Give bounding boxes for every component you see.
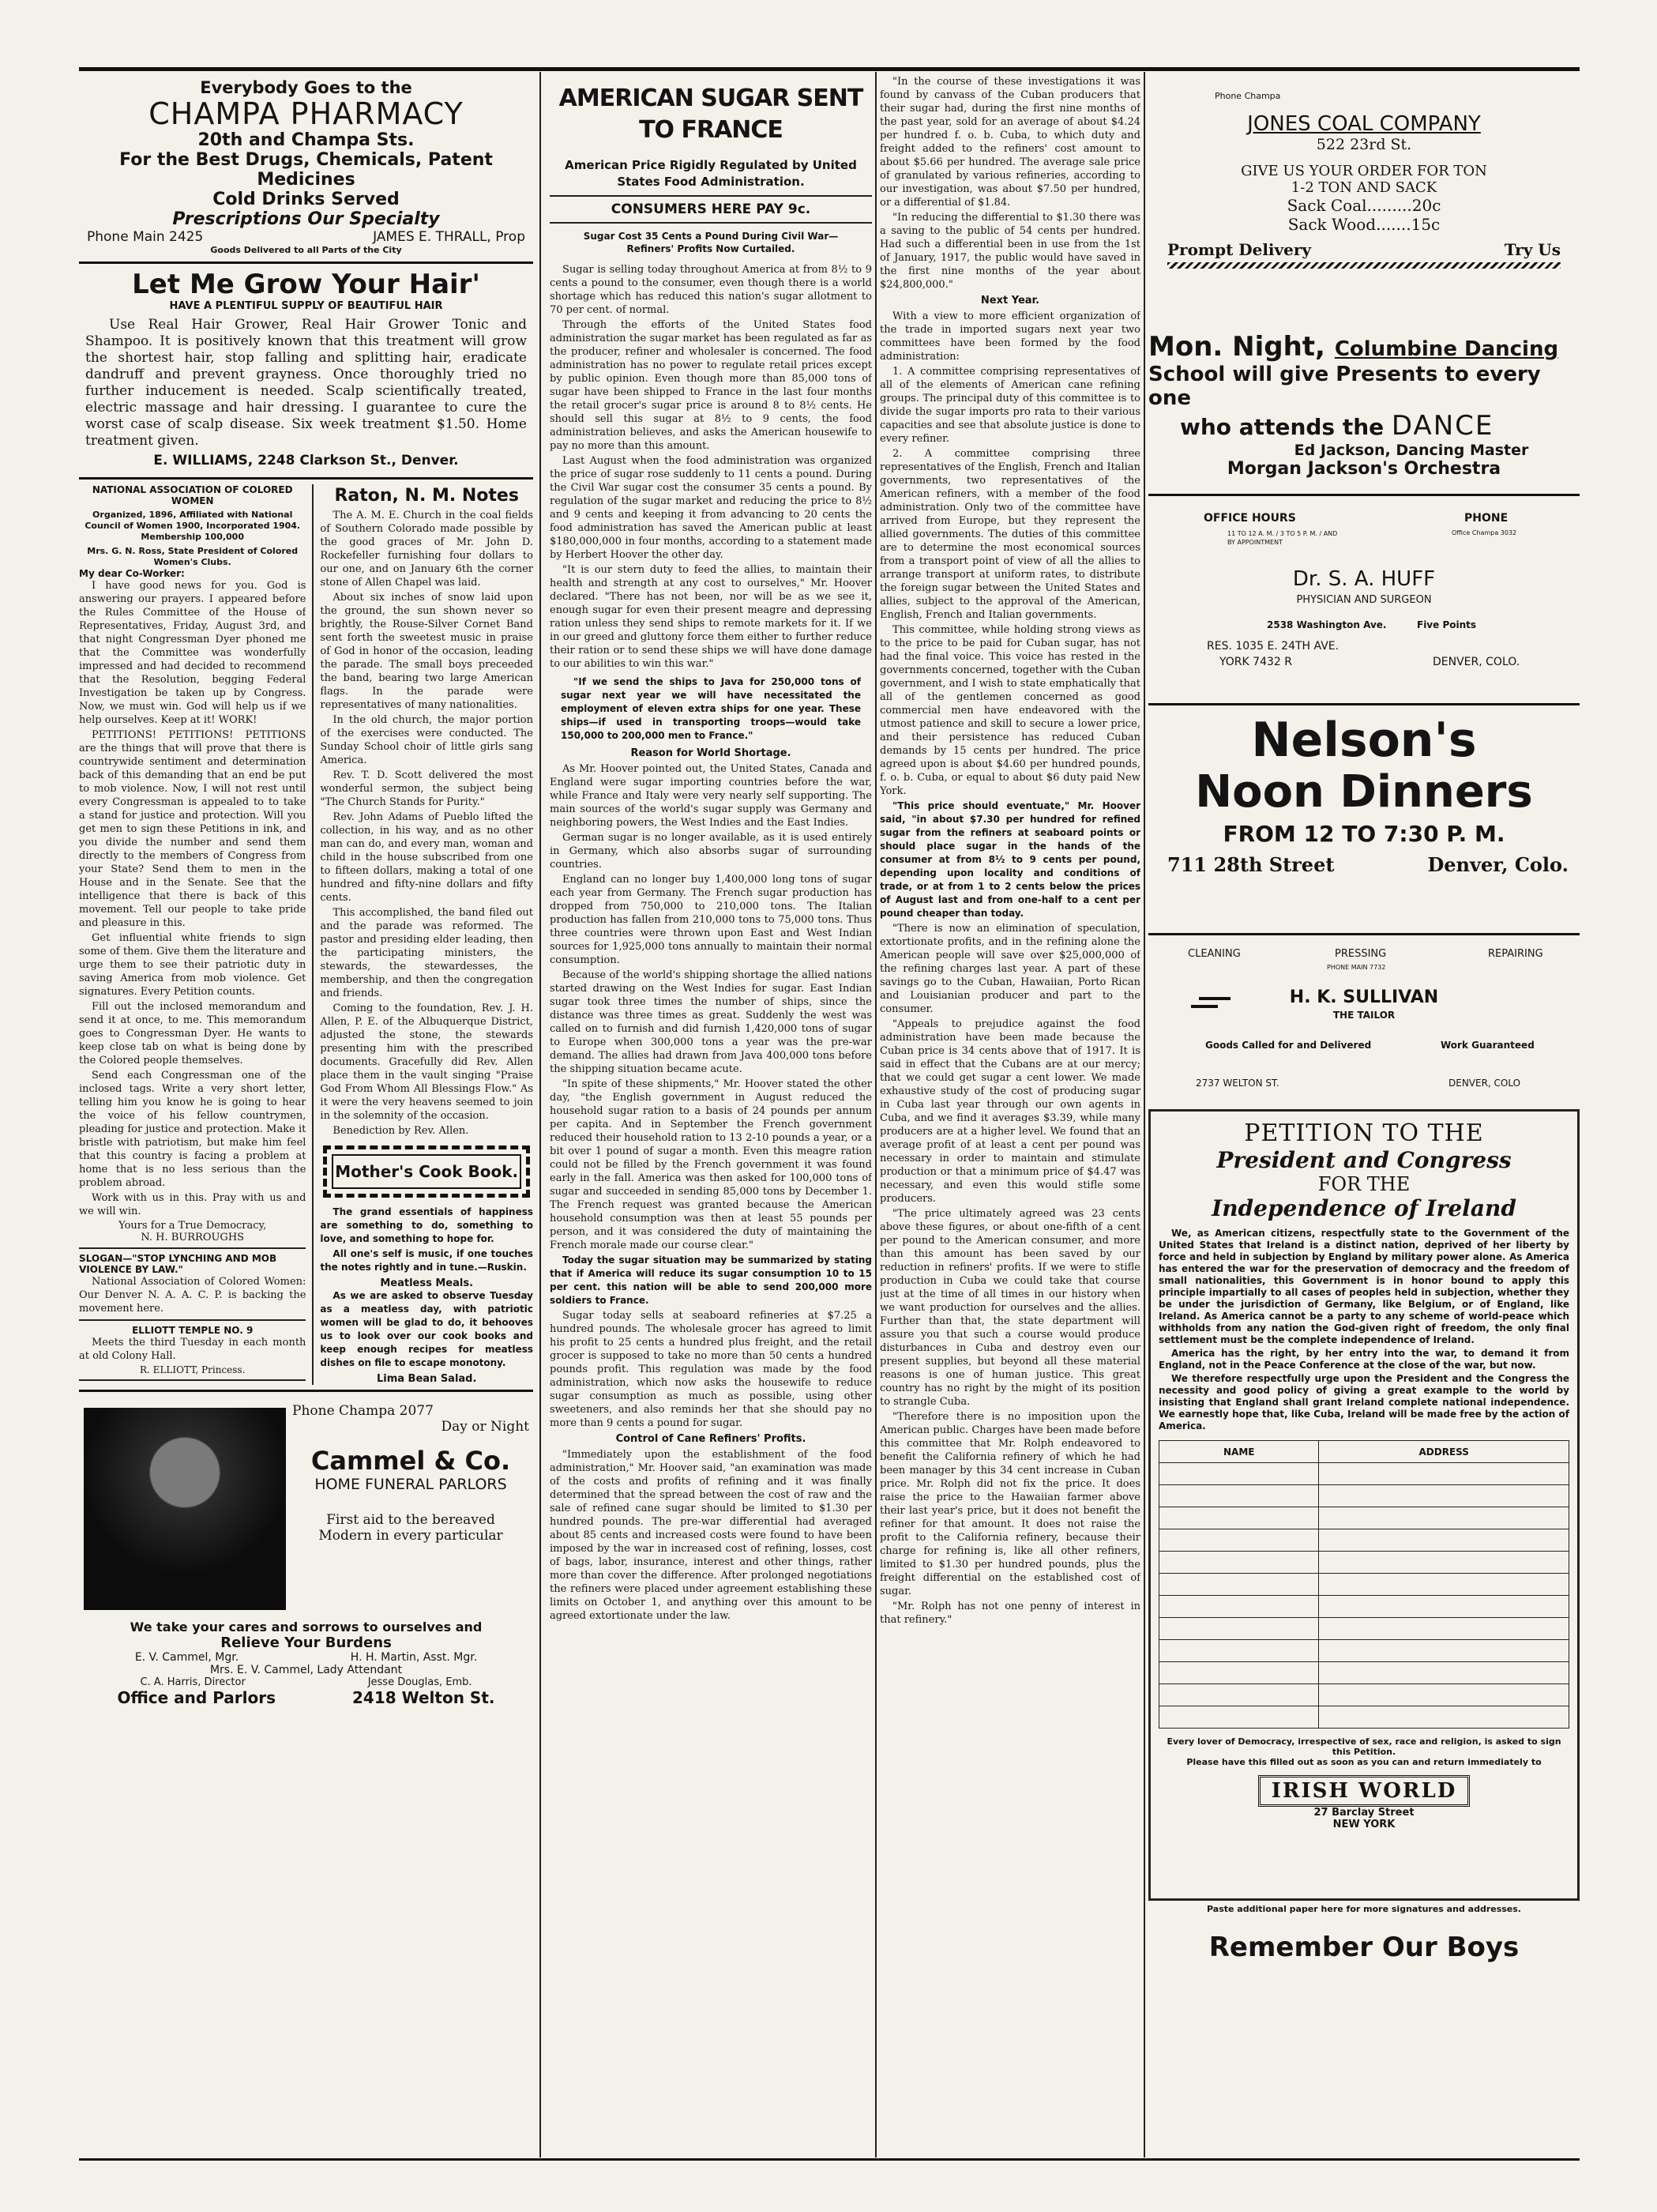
hair-title: Let Me Grow Your Hair' (132, 269, 480, 300)
name-cell[interactable] (1159, 1574, 1319, 1596)
nacw-para: PETITIONS! PETITIONS! PETITIONS are the things that will prove that there is countrywide sentiment and determination back of this demanding that an end be put to mob violence. Now, I will not rest until every Congressman is appealed to to take a stand for justice and protection. Will you get men to sign these Petitions in ink, and you divide the number and send them directly to the members of Congress from your State? Send them to men in the House and in the Senate. See that the intelligence that there is back of this movement. Tell our people to take pride and pleasure in this. (79, 729, 306, 929)
name-cell[interactable] (1159, 1640, 1319, 1662)
hair-signature: E. WILLIAMS, 2248 Clarkson St., Denver. (153, 453, 459, 468)
cammel-attendant: Mrs. E. V. Cammel, Lady Attendant (209, 1664, 403, 1676)
irish-world-address: 27 Barclay Street (1313, 1807, 1415, 1819)
sullivan-ad (1148, 940, 1580, 1109)
dance-word: DANCE (1391, 410, 1494, 442)
signature-row[interactable] (1159, 1596, 1569, 1618)
address-cell[interactable] (1319, 1706, 1569, 1729)
divider (79, 477, 533, 480)
sugar-para: 2. A committee comprising three representatives of the English, French and Italian governments, two representatives of the American refiners, with a member of the food administration. Only two of the committee have arrived from Europe, but they represent the allied governments. The duties of this committee are to determine the most economical sources from a transport point of view of all the allies to arrange transport at uniform rates, to distribute the foreign sugar between the United States and allies, subject to the approval of the American, English, French and Italian governments. (880, 448, 1140, 621)
petition-title: PETITION TO THE (1244, 1119, 1484, 1147)
sugar-subhead: CONSUMERS HERE PAY 9c. (611, 201, 811, 217)
name-cell[interactable] (1159, 1507, 1319, 1529)
cammel-emb: Jesse Douglas, Emb. (367, 1676, 472, 1688)
raton-para: Coming to the foundation, Rev. J. H. Allen, P. E. of the Albuquerque District, adjusted the stone, the stewards presenting him with the prescribed documents. Gracefully did Rev. Allen place them in the vault singing "Praise God From Whom All Blessings Flow." As it were the very heavens seemed to join in the solemnity of the occasion. (320, 1003, 533, 1122)
cammel-mgr: E. V. Cammel, Mgr. (134, 1651, 239, 1664)
petition-paste: Paste additional paper here for more signatures and addresses. (1207, 1904, 1521, 1914)
nacw-para: Fill out the inclosed memorandum and send it at once, to me. This memorandum goes to Congressman Dyer. He wants to keep close tab on what is being done by the Colored people themselves. (79, 1001, 306, 1066)
sullivan-city: DENVER, COLO (1448, 1078, 1521, 1089)
slogan-body: National Association of Colored Women: Our Denver N. A. A. C. P. is backing the movement here. (79, 1276, 306, 1315)
cammel-sub: HOME FUNERAL PARLORS (314, 1476, 507, 1493)
cammel-relieve: Relieve Your Burdens (220, 1635, 392, 1651)
sugar-quote-bold: "If we send the ships to Java for 250,000 tons of sugar next year we will have necessitated the employment of eleven extra ships for one year. These ships—if used in transporting troops—would take 150,000 to 200,000 men to France." (561, 676, 861, 741)
sugar-para: "In spite of these shipments," Mr. Hoover stated the other day, "the English government in August reduced the household sugar ration to a basis of 24 pounds per annum per capita. And in September the French government reduced their household ration to 13 2-10 pounds a year, or a bit over 1 pound of sugar a month. Even this meagre ration could not be filled by the French government it was found early in the fall. America was then asked for 100,000 tons of sugar and succeeded in sending 85,000 tons by December 1. The French request was granted because the American household consumption was then at least 55 pounds per person, and it was considered the duty of maintaining the French morale made our course clear." (550, 1078, 872, 1251)
signature-row[interactable] (1159, 1662, 1569, 1684)
sugar-subdeck: Sugar Cost 35 Cents a Pound During Civil War—Refiners' Profits Now Curtailed. (583, 231, 839, 254)
nacw-para: Send each Congressman one of the inclosed tags. Write a very short letter, telling him you know he is going to hear the voice of his fellow countrymen, pleading for justice and protection. Make it bristle with patriotism, but make him feel that this country is facing a problem at home that is no less serious than the problem abroad. (79, 1070, 306, 1189)
column-1 (79, 75, 533, 2156)
jones-try: Try Us (1504, 240, 1561, 259)
cammel-name: Cammel & Co. (310, 1446, 511, 1476)
cook-quote: The grand essentials of happiness are something to do, something to love, and something to hope for. (320, 1206, 533, 1244)
huff-five-points: Five Points (1417, 619, 1477, 630)
huff-name: Dr. S. A. HUFF (1292, 567, 1436, 591)
nacw-greeting: My dear Co-Worker: (79, 568, 185, 579)
jones-address: 522 23rd St. (1316, 136, 1412, 153)
sullivan-cleaning: CLEANING (1188, 948, 1241, 960)
sullivan-name: H. K. SULLIVAN (1289, 988, 1439, 1007)
dance-orchestra: Morgan Jackson's Orchestra (1227, 459, 1501, 479)
champa-drinks: Cold Drinks Served (212, 190, 400, 209)
name-cell[interactable] (1159, 1684, 1319, 1706)
divider (79, 261, 533, 264)
huff-title: PHYSICIAN AND SURGEON (1296, 594, 1432, 606)
petition-body: We therefore respectfully urge upon the President and the Congress the necessity and good policy of giving a great example to the world by insisting that England shall grant Ireland complete national independence. We earnestly hope that, like Cuba, Ireland will be made free by the action of America. (1159, 1373, 1569, 1431)
hair-grower-ad (79, 269, 533, 472)
cammel-aid1: First aid to the bereaved (326, 1512, 495, 1528)
signature-row[interactable] (1159, 1706, 1569, 1729)
sugar-para-bold: Today the sugar situation may be summarized by stating that if America will reduce its sugar consumption 10 to 15 per cent. this nation will be able to send 200,000 more soldiers to France. (550, 1255, 872, 1306)
huff-address: 2538 Washington Ave. (1267, 619, 1387, 630)
hair-body: Use Real Hair Grower, Real Hair Grower Tonic and Shampoo. It is positively known that this treatment will grow the shortest hair, stop falling and splitting hair, eradicate dandruff and prevent grayness. Once thoroughly tried no further inducement is needed. Scalp scientifically treated, electric massage and hair dressing. I guarantee to cure the worst case of scalp disease. Six week treatment $1.50. Home treatment given. (85, 317, 527, 449)
sugar-para: "The price ultimately agreed was 23 cents above these figures, or about one-fifth of a cent per pound to the American consumer, and more than this amount has been saved by our reduction in refiners' profits. If we were to stifle production in Cuba we could take that course just at the time of all times in our history when we want production for ourselves and the allies. Further than that, the state department will assure you that such a course would produce disturbances in Cuba and destroy even our present supplies, but beyond all these material reasons is one of human justice. This great country has no right by the might of its position to strangle Cuba. (880, 1208, 1140, 1408)
cammel-cares: We take your cares and sorrows to ourselves and (130, 1620, 483, 1635)
lima-title: Lima Bean Salad. (376, 1373, 477, 1385)
sugar-para: As Mr. Hoover pointed out, the United States, Canada and England were sugar importing countries before the war, while France and Italy were very nearly self supporting. The main sources of the world's sugar supply was Germany and neighboring powers, the West Indies and the East Indies. (550, 763, 872, 829)
name-cell[interactable] (1159, 1706, 1319, 1729)
sugar-para: Sugar is selling today throughout America at from 8½ to 9 cents a pound to the consumer, even though there is a world shortage which has reduced this nation's sugar allotment to 70 per cent. of normal. (550, 264, 872, 316)
name-cell[interactable] (1159, 1596, 1319, 1618)
petition-ireland: Independence of Ireland (1212, 1195, 1516, 1221)
nacw-sign-line: Yours for a True Democracy, (118, 1220, 267, 1232)
petition-body: America has the right, by her entry into the war, to demand it from England, not in the Peace Conference at the close of the war, but now. (1159, 1348, 1569, 1371)
signature-row[interactable] (1159, 1485, 1569, 1507)
zigzag-border (1167, 262, 1561, 269)
nacw-para: Work with us in this. Pray with us and we will win. (79, 1192, 306, 1217)
address-cell[interactable] (1319, 1662, 1569, 1684)
sullivan-pressing: PRESSING (1335, 948, 1387, 960)
dance-ad (1148, 331, 1580, 489)
column-2 (550, 75, 872, 2156)
divider (79, 1319, 306, 1321)
raton-para: Benediction by Rev. Allen. (333, 1125, 469, 1137)
huff-residence: RES. 1035 E. 24TH AVE. (1207, 640, 1340, 653)
address-cell[interactable] (1319, 1596, 1569, 1618)
name-cell[interactable] (1159, 1463, 1319, 1485)
sullivan-repairing: REPAIRING (1488, 948, 1543, 960)
sugar-para: "In reducing the differential to $1.30 there was a saving to the public of 54 cents per hundred. Had such a differential been in use from the 1st of January, 1917, the public would have saved in the first nine months of the year about $24,800,000." (880, 212, 1140, 291)
column-rule (1144, 72, 1145, 2157)
sugar-para: "Mr. Rolph has not one penny of interest in that refinery." (880, 1601, 1140, 1626)
nacw-title: NATIONAL ASSOCIATION OF COLORED WOMEN (92, 484, 293, 506)
sugar-para: Last August when the food administration was organized the price of sugar rose suddenly to 11 cents a pound. During the Civil War sugar cost the consumer 35 cents a pound. By regulation of the sugar market and reducing the price to 8½ and 9 cents and keeping it from advancing to 20 cents the food administration has saved the American public at least $180,000,000 in four months, according to a statement made by Herbert Hoover the other day. (550, 455, 872, 561)
raton-column (320, 484, 533, 1385)
name-cell[interactable] (1159, 1662, 1319, 1684)
address-cell[interactable] (1319, 1574, 1569, 1596)
name-header: NAME (1159, 1441, 1319, 1463)
cammel-address: 2418 Welton St. (352, 1688, 495, 1707)
jones-ton: 1-2 TON AND SACK (1291, 179, 1437, 196)
address-cell[interactable] (1319, 1485, 1569, 1507)
address-header: ADDRESS (1319, 1441, 1569, 1463)
name-cell[interactable] (1159, 1529, 1319, 1552)
bottom-rule (79, 2158, 1580, 2161)
divider (79, 1247, 306, 1249)
irish-world-city: NEW YORK (1332, 1819, 1396, 1830)
dance-school: School will give Presents to every one (1148, 363, 1541, 410)
sugar-para: "Therefore there is no imposition upon the American public. Charges have been made before this committee that Mr. Rolph endeavored to benefit the California refinery of which he had been manager by this 34 cent increase in Cuban price. Mr. Rolph did not fix the price. It does raise the price to the Hawaiian farmer above their last year's price, but it does not benefit the refiner for that amount. It does not raise the profit to the California refinery, because their charge for refining is, like all other refiners, limited to $1.30 per hundred pounds, plus the freight differential on the established cost of sugar. (880, 1411, 1140, 1597)
champa-prop: JAMES E. THRALL, Prop (373, 229, 525, 245)
champa-phone: Phone Main 2425 (87, 229, 204, 245)
control-title: Control of Cane Refiners' Profits. (615, 1433, 806, 1445)
sugar-para: "Appeals to prejudice against the food administration have been made because the Cuban price is 34 cents above that of 1917. It is said in effect that the Cubans are at our mercy; that we could get sugar a cent lower. We made exhaustive study of the cost of producing sugar in Cuba last year through our own agents in Cuba, and we find it averages $3.39, while many producers are at a higher level. We found that an average profit of at least a cent per pound was necessary in order to maintain and stimulate production or that a minimum price of $4.47 was necessary, and even this would stifle some producers. (880, 1018, 1140, 1205)
cook-book-title: Mother's Cook Book. (332, 1154, 521, 1189)
huff-phone: Office Champa 3032 (1452, 529, 1517, 536)
sugar-para: With a view to more efficient organization of the trade in imported sugars next year two committees have been formed by the food administration: (880, 310, 1140, 363)
meatless-title: Meatless Meals. (380, 1277, 474, 1289)
jones-prompt: Prompt Delivery (1167, 240, 1312, 259)
signature-row[interactable] (1159, 1507, 1569, 1529)
champa-intro: Everybody Goes to the (200, 78, 412, 97)
nacw-president: Mrs. G. N. Ross, State President of Colored Women's Clubs. (87, 546, 299, 567)
nacw-para: I have good news for you. God is answering our prayers. I appeared before the Rules Committee of the House of Representatives, Friday, August 3rd, and that night Congressman Dyer phoned me that the Committee was wonderfully impressed and had decided to recommend that the Resolution, begging Federal Investigation be taken up by Congress. Now, we must win. God will help us if we help ourselves. Keep at it! WORK! (79, 580, 306, 726)
signature-table[interactable] (1159, 1440, 1569, 1729)
meatless-body: As we are asked to observe Tuesday as a meatless day, with patriotic women will be glad to do, it behooves us to look over our cook books and keep enough recipes for meatless dishes on file to escape monotony. (320, 1290, 533, 1368)
champa-specialty: Prescriptions Our Specialty (172, 209, 440, 229)
remember-our-boys: Remember Our Boys (1208, 1932, 1520, 1963)
column-4 (1148, 75, 1580, 2156)
raton-para: The A. M. E. Church in the coal fields of Southern Colorado made possible by the good graces of Mr. John D. Rockefeller furnishing four dollars to our one, and on January 6th the corner stone of Allen Chapel was laid. (320, 510, 533, 589)
huff-hours-title: OFFICE HOURS (1204, 512, 1296, 525)
divider (79, 1379, 306, 1381)
jones-give: GIVE US YOUR ORDER FOR TON (1241, 163, 1487, 179)
huff-ad (1148, 501, 1580, 698)
sullivan-work: Work Guaranteed (1441, 1040, 1535, 1051)
sugar-para: "There is now an elimination of speculation, extortionate profits, and in the refining alone the American people will save over $25,000,000 of the refining charges last year. A part of these savings go to the Cuban, Hawaiian, Porto Rican and Louisianian producer and part to the consumer. (880, 923, 1140, 1015)
sugar-headline: AMERICAN SUGAR SENT TO FRANCE (558, 85, 863, 144)
raton-para: This accomplished, the band filed out and the parade was reformed. The pastor and presiding elder leading, then the participating ministers, the stewards, the stewardesses, the membership, and then the congregation and friends. (320, 907, 533, 999)
cammel-phone: Phone Champa 2077 (292, 1403, 434, 1419)
nelson-ad (1148, 713, 1580, 928)
next-year-title: Next Year. (980, 295, 1040, 307)
champa-drugs: For the Best Drugs, Chemicals, Patent Medicines (119, 150, 493, 190)
sugar-para: Because of the world's shipping shortage the allied nations started drawing on the West Indies for sugar. East Indian sugar took three times the number of ships, since the distance was three times as great. Suddenly the west was called on to furnish and did furnish 1,420,000 tons of sugar to Europe when 300,000 tons a year was the pre-war demand. The allies had drawn from Java 400,000 tons before the shipping situation became acute. (550, 969, 872, 1075)
slogan: SLOGAN—"STOP LYNCHING AND MOB VIOLENCE BY LAW." (79, 1253, 277, 1275)
nelson-name: Nelson's (1251, 713, 1477, 768)
sugar-para: German sugar is no longer available, as it is used entirely in Germany, which also absorbs sugar of surrounding countries. (550, 832, 872, 871)
cook-quote: All one's self is music, if one touches the notes rightly and in tune.—Ruskin. (320, 1248, 533, 1273)
divider (1148, 703, 1580, 705)
address-cell[interactable] (1319, 1684, 1569, 1706)
cammel-office: Office and Parlors (117, 1688, 276, 1707)
nelson-hours: FROM 12 TO 7:30 P. M. (1223, 821, 1505, 847)
nacw-para: Get influential white friends to sign some of them. Give them the literature and urge them to see their patriotic duty in saving America from mob violence. Get signatures. Every Petition counts. (79, 932, 306, 998)
irish-world-name: IRISH WORLD (1258, 1775, 1471, 1807)
dance-columbine: Columbine Dancing (1334, 337, 1559, 361)
column-rule (875, 72, 877, 2157)
sullivan-phone: PHONE MAIN 7732 (1327, 964, 1386, 971)
address-cell[interactable] (1319, 1529, 1569, 1552)
sugar-para: "Immediately upon the establishment of the food administration," Mr. Hoover said, "an examination was made of the costs and profits of refining and it was finally determined that the spread between the cost of raw and the sale of refined cane sugar should be limited to $1.30 per hundred pounds. The pre-war differential had averaged about 85 cents and increased costs were found to have been imposed by the war in increased cost of refining, losses, cost of bags, labor, insurance, interest and other things, rather more than cover the difference. After prolonged negotiations the refiners were placed under agreement establishing these limits on October 1, and anything over this amount to be agreed extortionate under the law. (550, 1449, 872, 1622)
hair-subtitle: HAVE A PLENTIFUL SUPPLY OF BEAUTIFUL HAIR (169, 300, 443, 312)
elliott-title: ELLIOTT TEMPLE NO. 9 (132, 1325, 254, 1336)
divider (550, 195, 872, 197)
address-cell[interactable] (1319, 1463, 1569, 1485)
column-rule (539, 72, 541, 2157)
nelson-address: 711 28th Street (1167, 853, 1335, 876)
jones-phone: Phone Champa (1215, 91, 1281, 101)
raton-para: Rev. T. D. Scott delivered the most wonderful sermon, the subject being "The Church Stands for Purity." (320, 769, 533, 808)
dance-attends: who attends the (1180, 414, 1385, 440)
address-cell[interactable] (1319, 1552, 1569, 1574)
huff-phone-title: PHONE (1464, 512, 1509, 525)
sullivan-called: Goods Called for and Delivered (1205, 1040, 1372, 1051)
name-cell[interactable] (1159, 1552, 1319, 1574)
sugar-para: This committee, while holding strong views as to the price to be paid for Cuban sugar, has not had the final voice. This voice has rested in the governments concerned, together with the Cuban government, and I wish to state emphatically that all of the gentlemen concerned as good commercial men have endeavored with the utmost patience and skill to secure a lower price, and their persistence has reduced Cuban demands by 15 cents per hundred. The price agreed upon is about $4.60 per hundred pounds, f. o. b. Cuba, or equal to about $6 duty paid New York. (880, 624, 1140, 797)
raton-para: Rev. John Adams of Pueblo lifted the collection, in his way, and as no other man can do, and every man, woman and child in the house subscribed from one to fifteen dollars, making a total of one hundred and fifty-nine dollars and fifty cents. (320, 811, 533, 904)
elliott-body: Meets the third Tuesday in each month at old Colony Hall. (79, 1337, 306, 1362)
divider (1148, 933, 1580, 935)
signature-row[interactable] (1159, 1574, 1569, 1596)
divider (79, 1390, 533, 1392)
cook-book-banner (323, 1146, 530, 1198)
jones-name: JONES COAL COMPANY (1247, 112, 1481, 136)
champa-name: CHAMPA PHARMACY (148, 96, 464, 131)
champa-delivery: Goods Delivered to all Parts of the City (210, 245, 402, 255)
newspaper-page (79, 67, 1580, 2161)
nacw-sign-name: N. H. BURROUGHS (141, 1232, 245, 1243)
dance-mon-night: Mon. Night, (1148, 331, 1325, 363)
champa-address: 20th and Champa Sts. (197, 130, 415, 150)
sugar-para: "In the course of these investigations it was found by canvass of the Cuban producers that their sugar had, during the first nine months of the past year, sold for an average of about $4.24 per hundred f. o. b. Cuba, to which duty and freight added to the refiners' cost amount to about $5.66 per hundred. The average sale price of granulated by various refineries, according to our investigation, was about $7.50 per hundred, or a differential of $1.84. (880, 76, 1140, 209)
petition-body: We, as American citizens, respectfully state to the Government of the United States that Ireland is a distinct nation, deprived of her liberty by force and held in subjection by England by military power alone. As America has entered the war for the preservation of democracy and the freedom of small nationalities, this Government is in honor bound to apply this principle impartially to all cases of peoples held in subjection, whether they be under the jurisdiction of Germany, like Belgium, or of England, like Ireland. As America cannot be a party to any scheme of world-peace which withholds from any nation the God-given right of freedom, the only final settlement must be the complete independence of Ireland. (1159, 1228, 1569, 1345)
petition-foot: Every lover of Democracy, irrespective of sex, race and religion, is asked to sign this Petition. (1167, 1736, 1561, 1757)
huff-york: YORK 7432 R (1219, 656, 1292, 668)
name-cell[interactable] (1159, 1485, 1319, 1507)
address-cell[interactable] (1319, 1507, 1569, 1529)
cammel-director: C. A. Harris, Director (140, 1676, 246, 1688)
elliott-sign: R. ELLIOTT, Princess. (140, 1364, 246, 1375)
signature-row[interactable] (1159, 1463, 1569, 1485)
sugar-deck: American Price Rigidly Regulated by United States Food Administration. (565, 158, 857, 189)
sugar-para: England can no longer buy 1,400,000 long tons of sugar each year from Germany. The French sugar production has dropped from 750,000 to 210,000 tons. The Italian production has fallen from 210,000 tons to 75,000 tons. Thus three countries were thrown upon East and West Indian sources for 1,925,000 tons annually to maintain their normal consumption. (550, 874, 872, 966)
sullivan-tailor: THE TAILOR (1332, 1010, 1396, 1021)
divider (550, 222, 872, 224)
raton-para: About six inches of snow laid upon the ground, the sun shown never so brightly, the Rouse-Silver Cornet Band sent forth the sweetest music in praise of God in honor of the occasion, leading the parade. The small boys preceeded the band, bearing two large American flags. In the parade were representatives of many nationalities. (320, 592, 533, 711)
signature-row[interactable] (1159, 1640, 1569, 1662)
name-cell[interactable] (1159, 1618, 1319, 1640)
raton-title: Raton, N. M. Notes (334, 486, 519, 506)
column-rule (312, 484, 314, 1385)
petition-return: Please have this filled out as soon as you can and return immediately to (1186, 1757, 1542, 1767)
petition-ad (1148, 1109, 1580, 1901)
nacw-column (79, 484, 306, 1385)
address-cell[interactable] (1319, 1640, 1569, 1662)
signature-row[interactable] (1159, 1552, 1569, 1574)
nacw-meta: Organized, 1896, Affiliated with National Council of Women 1900, Incorporated 1904. Membership 100,000 (85, 510, 301, 542)
huff-hours: 11 TO 12 A. M. / 3 TO 5 P. M. / AND BY APPOINTMENT (1227, 530, 1338, 546)
jones-coal: Sack Coal.........20c (1287, 196, 1441, 215)
sugar-para: Sugar today sells at seaboard refineries at $7.25 a hundred pounds. The wholesale grocer has agreed to limit his profit to 25 cents a hundred plus freight, and the retail grocer is supposed to take no more than 50 cents a hundred pounds profit. This regulation was made by the food administration, which now asks the housewife to reduce sugar consumption as much as possible, using other sweeteners, and also reminds her that she should pay no more than 9 cents a pound for sugar. (550, 1310, 872, 1429)
sullivan-address: 2737 WELTON ST. (1196, 1078, 1279, 1089)
address-cell[interactable] (1319, 1618, 1569, 1640)
irish-world-logo (1159, 1775, 1569, 1830)
jones-coal-ad (1148, 91, 1580, 320)
cammel-asst: H. H. Martin, Asst. Mgr. (350, 1651, 478, 1664)
huff-city: DENVER, COLO. (1433, 656, 1520, 668)
raton-para: In the old church, the major portion of the exercises were conducted. The Sunday School choir of little girls sang America. (320, 714, 533, 766)
jones-wood: Sack Wood.......15c (1287, 215, 1441, 234)
signature-row[interactable] (1159, 1618, 1569, 1640)
top-rule (79, 67, 1580, 71)
portrait-photo (84, 1408, 286, 1610)
signature-row[interactable] (1159, 1684, 1569, 1706)
petition-president: President and Congress (1216, 1147, 1512, 1173)
nelson-city: Denver, Colo. (1427, 853, 1569, 876)
nelson-dinners: Noon Dinners (1195, 766, 1533, 818)
reason-title: Reason for World Shortage. (630, 747, 791, 759)
dance-master: Ed Jackson, Dancing Master (1294, 442, 1529, 459)
sugar-para: Through the efforts of the United States food administration the sugar market has been regulated as far as the producer, refiner and wholesaler is concerned. The food administration has no power to regulate retail prices except by public opinion. Even though more than 85,000 tons of sugar have been shipped to France in the last four months the retail grocer's sugar price is around 8 to 8½ cents. He should sell this sugar at 8½ to 9 cents, the food administration believes, and asks the American housewife to pay no more than this amount. (550, 319, 872, 452)
cammel-aid2: Modern in every particular (318, 1528, 503, 1544)
divider (1148, 494, 1580, 496)
sugar-para: 1. A committee comprising representatives of all of the elements of American cane refining groups. The principal duty of this committee is to divide the sugar imports pro rata to their various capacities and see that absolute justice is done to every refiner. (880, 366, 1140, 445)
champa-pharmacy-ad (79, 78, 533, 257)
cammel-day-night: Day or Night (441, 1419, 529, 1435)
signature-row[interactable] (1159, 1529, 1569, 1552)
sugar-para-bold: "This price should eventuate," Mr. Hoover said, "in about $7.30 per hundred for refined sugar from the refiners at seaboard points or should place sugar in the hands of the consumer at from 8½ to 9 cents per pound, depending upon locality and conditions of trade, or at from 1 to 2 cents below the prices of August last and from one-half to a cent per pound cheaper than today. (880, 800, 1140, 919)
sugar-para: "It is our stern duty to feed the allies, to maintain their health and strength at any cost to ourselves," Mr. Hoover declared. "There has not been, nor will be as we see it, enough sugar for even their present meagre and depressing ration unless they send ships to remote markets for it. If we in our greed and gluttony force them either to further reduce their ration or to send these ships we will have done damage to our abilities to win this war." (550, 564, 872, 670)
cammel-funeral-ad (79, 1397, 533, 1707)
column-3 (880, 75, 1140, 2156)
petition-for: FOR THE (1317, 1173, 1411, 1195)
